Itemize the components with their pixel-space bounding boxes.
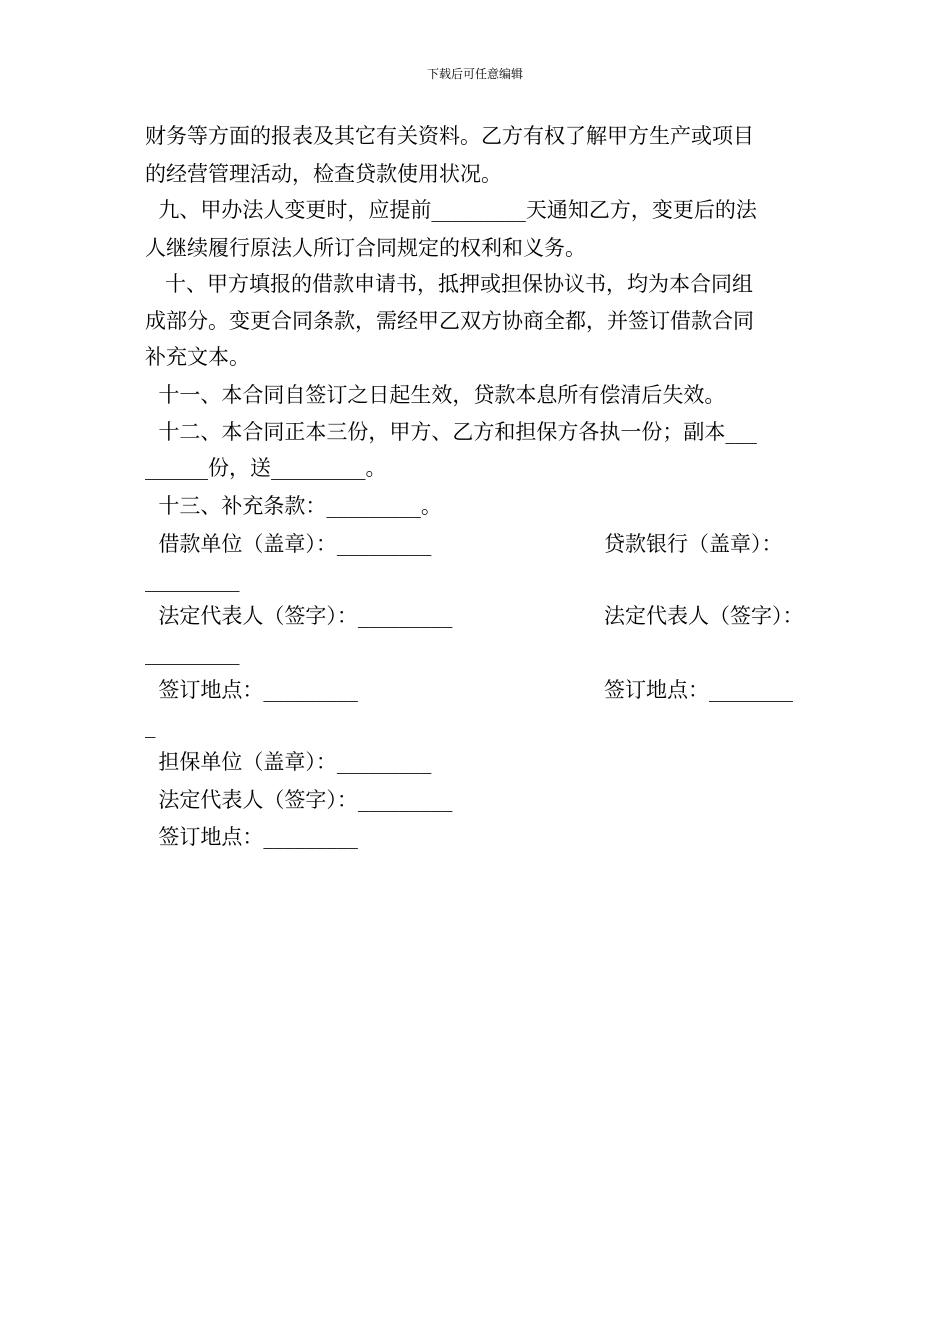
guarantor-place-field: 签订地点：_________ — [145, 825, 358, 849]
lender-place-blank: _ — [145, 714, 156, 738]
clause-thirteen: 十三、补充条款：_________。 — [145, 494, 442, 518]
paragraph-line: 的经营管理活动，检查贷款使用状况。 — [145, 162, 502, 186]
borrower-unit-field: 借款单位（盖章）：_________ — [145, 532, 432, 556]
clause-ten: 十、甲方填报的借款申请书，抵押或担保协议书，均为本合同组 — [145, 272, 754, 296]
guarantor-unit-field: 担保单位（盖章）：_________ — [145, 750, 432, 774]
clause-twelve: 十二、本合同正本三份，甲方、乙方和担保方各执一份；副本___ — [145, 420, 757, 444]
clause-nine: 九、甲办法人变更时，应提前_________天通知乙方，变更后的法 — [145, 198, 757, 222]
lender-bank-blank: _________ — [145, 568, 240, 592]
paragraph-line: ______份，送_________。 — [145, 456, 387, 480]
lender-rep-field: 法定代表人（签字）： — [604, 604, 804, 628]
borrower-rep-field: 法定代表人（签字）：_________ — [145, 604, 453, 628]
guarantor-rep-field: 法定代表人（签字）：_________ — [145, 788, 453, 812]
paragraph-line: 财务等方面的报表及其它有关资料。乙方有权了解甲方生产或项目 — [145, 124, 754, 148]
page-header: 下载后可任意编辑 — [426, 67, 523, 81]
lender-rep-blank: _________ — [145, 641, 240, 665]
lender-bank-field: 贷款银行（盖章）： — [604, 532, 783, 556]
paragraph-line: 人继续履行原法人所订合同规定的权利和义务。 — [145, 236, 586, 260]
paragraph-line: 补充文本。 — [145, 345, 250, 369]
paragraph-line: 成部分。变更合同条款，需经甲乙双方协商全都，并签订借款合同 — [145, 309, 754, 333]
lender-place-field: 签订地点：________ — [604, 678, 793, 702]
borrower-place-field: 签订地点：_________ — [145, 678, 358, 702]
clause-eleven: 十一、本合同自签订之日起生效，贷款本息所有偿清后失效。 — [145, 383, 726, 407]
